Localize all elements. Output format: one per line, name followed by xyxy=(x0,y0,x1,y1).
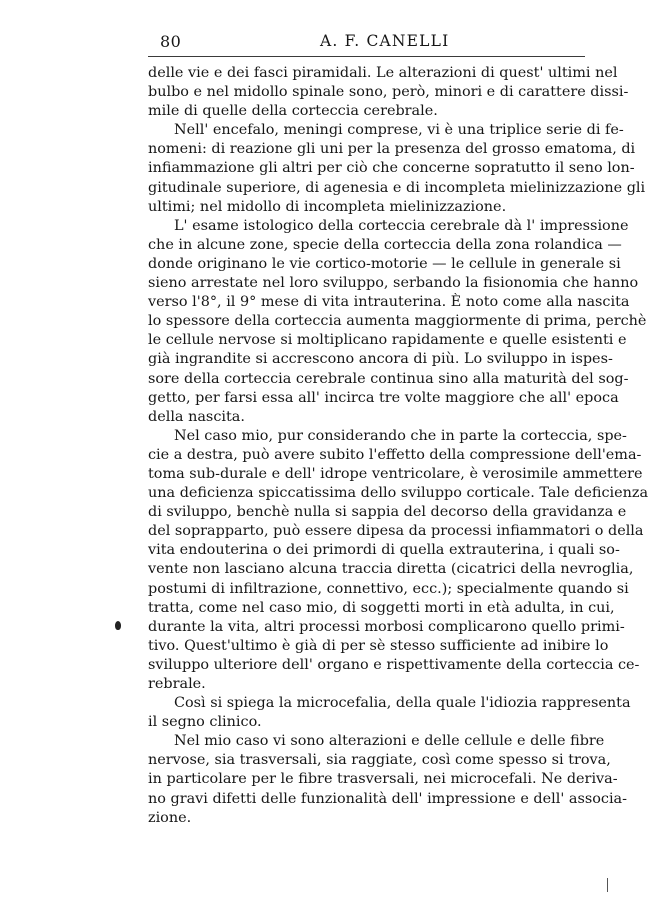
text-line: ultimi; nel midollo di incompleta mielinizzazione. xyxy=(148,198,507,215)
paragraph xyxy=(148,217,647,427)
text-line: zione. xyxy=(148,809,192,826)
text-line: tratta, come nel caso mio, di soggetti morti in età adulta, in cui, xyxy=(148,599,615,616)
text-line: una deficienza spiccatissima dello sviluppo corticale. Tale deficienza xyxy=(148,485,648,502)
text-line: L' esame istologico della corteccia cerebrale dà l' impressione xyxy=(174,217,629,234)
text-line: tivo. Quest'ultimo è già di per sè stesso sufficiente ad inibire lo xyxy=(148,637,609,654)
text-line: getto, per farsi essa all' incirca tre volte maggiore che all' epoca xyxy=(148,389,619,406)
paragraph xyxy=(148,694,631,732)
running-head: A. F. CANELLI xyxy=(320,32,450,50)
text-line: no gravi difetti delle funzionalità dell' impressione e dell' associa- xyxy=(148,790,627,807)
text-line: Nel mio caso vi sono alterazioni e delle cellule e delle fibre xyxy=(174,733,605,750)
text-line: gitudinale superiore, di agenesia e di incompleta mielinizzazione gli xyxy=(148,179,646,196)
text-line: del soprapparto, può essere dipesa da processi infiammatori o della xyxy=(148,523,644,540)
page-header xyxy=(148,30,585,57)
text-line: già ingrandite si accrescono ancora di più. Lo sviluppo in ispes- xyxy=(148,351,613,368)
text-line: toma sub-durale e dell' idrope ventricolare, è verosimile ammettere xyxy=(148,465,643,482)
text-line: mile di quelle della corteccia cerebrale. xyxy=(148,103,438,120)
text-line: il segno clinico. xyxy=(148,714,262,731)
body-text xyxy=(148,64,648,828)
text-line: le cellule nervose si moltiplicano rapidamente e quelle esistenti e xyxy=(148,332,627,349)
text-line: postumi di infiltrazione, connettivo, ecc.); specialmente quando si xyxy=(148,580,629,597)
text-line: cie a destra, può avere subito l'effetto della compressione dell'ema- xyxy=(148,446,642,463)
text-line: sieno arrestate nel loro sviluppo, serbando la fisionomia che hanno xyxy=(148,275,639,292)
text-line: sore della corteccia cerebrale continua sino alla maturità del sog- xyxy=(148,370,629,387)
page-edge-mark xyxy=(607,878,608,892)
text-line: Nell' encefalo, meningi comprese, vi è una triplice serie di fe- xyxy=(174,122,624,139)
page-number: 80 xyxy=(160,32,182,51)
text-line: lo spessore della corteccia aumenta maggiormente di prima, perchè xyxy=(148,313,647,330)
text-line: bulbo e nel midollo spinale sono, però, minori e di carattere dissi- xyxy=(148,84,629,101)
text-line: di sviluppo, benchè nulla si sappia del decorso della gravidanza e xyxy=(148,504,627,521)
text-line: Così si spiega la microcefalia, della quale l'idiozia rappresenta xyxy=(174,695,631,712)
text-line: della nascita. xyxy=(148,408,245,425)
text-line: sviluppo ulteriore dell' organo e rispettivamente della corteccia ce- xyxy=(148,656,640,673)
text-line: vente non lasciano alcuna traccia diretta (cicatrici della nevroglia, xyxy=(148,561,634,578)
text-line: nomeni: di reazione gli uni per la presenza del grosso ematoma, di xyxy=(148,141,636,158)
text-line: Nel caso mio, pur considerando che in parte la corteccia, spe- xyxy=(174,427,627,444)
ink-blot-mark xyxy=(115,621,121,630)
text-line: nervose, sia trasversali, sia raggiate, così come spesso si trova, xyxy=(148,752,611,769)
text-line: verso l'8°, il 9° mese di vita intrauterina. È noto come alla nascita xyxy=(148,294,630,311)
text-line: durante la vita, altri processi morbosi complicarono quello primi- xyxy=(148,618,625,635)
text-line: infiammazione gli altri per ciò che concerne sopratutto il seno lon- xyxy=(148,160,635,177)
text-line: vita endouterina o dei primordi di quella extrauterina, i quali so- xyxy=(148,542,620,559)
paragraph xyxy=(148,121,646,216)
paragraph xyxy=(148,732,627,827)
paragraph xyxy=(148,427,648,694)
text-line: rebrale. xyxy=(148,676,206,692)
paragraph xyxy=(148,64,629,121)
text-line: che in alcune zone, specie della corteccia della zona rolandica — xyxy=(148,236,622,253)
text-line: delle vie e dei fasci piramidali. Le alterazioni di quest' ultimi nel xyxy=(148,65,618,81)
text-line: donde originano le vie cortico-motorie — le cellule in generale si xyxy=(148,255,621,272)
text-line: in particolare per le fibre trasversali, nei microcefali. Ne deriva- xyxy=(148,771,618,788)
